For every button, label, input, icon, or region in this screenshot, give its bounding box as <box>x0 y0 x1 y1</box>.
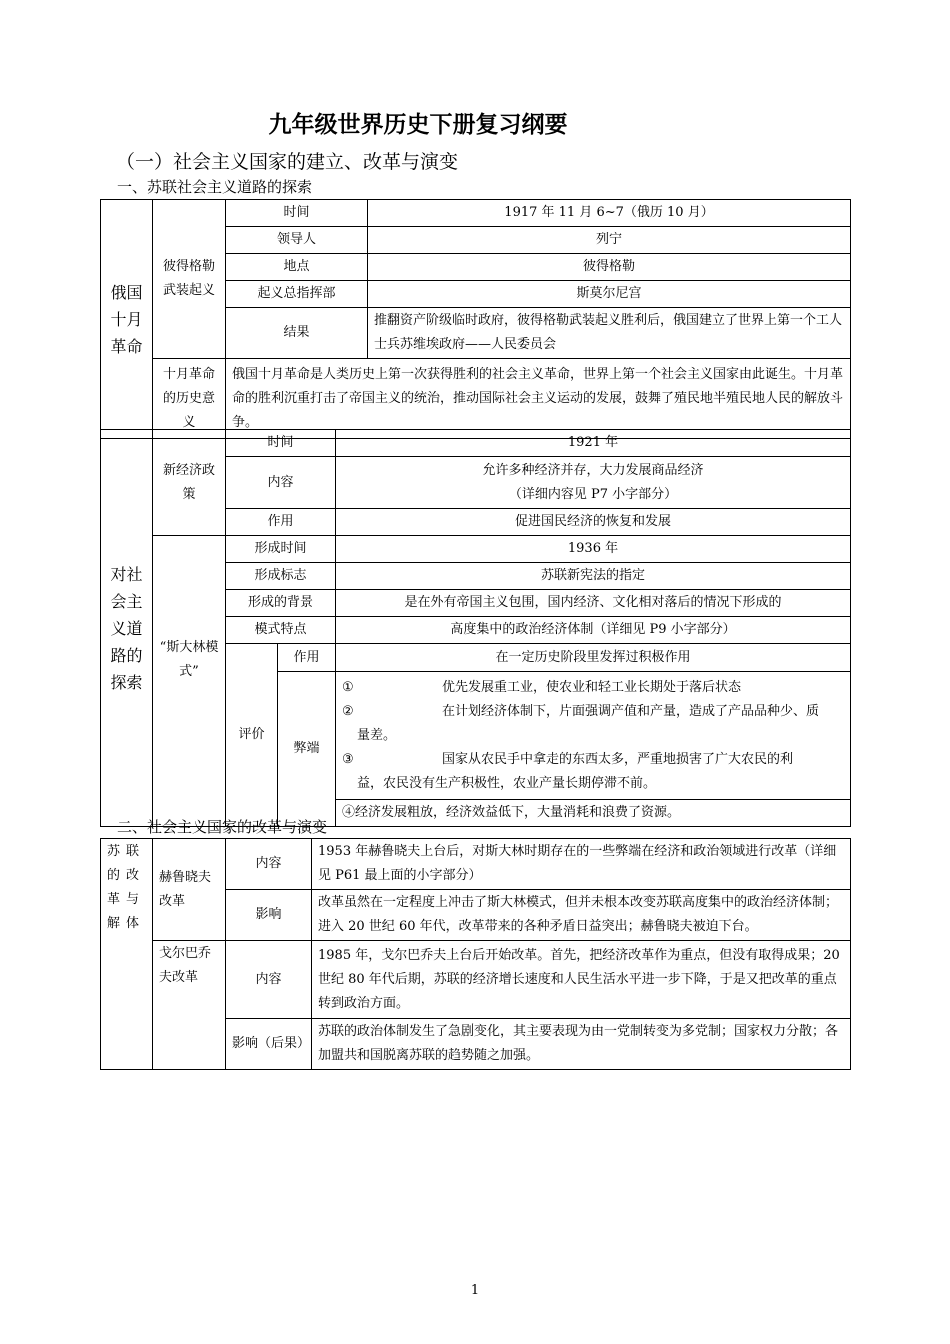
row-key: 时间 <box>226 200 368 227</box>
nep-content-line1: 允许多种经济并存，大力发展商品经济 <box>482 462 704 478</box>
stalin-model-label: “斯大林模式” <box>153 536 226 827</box>
significance-text: 俄国十月革命是人类历史上第一次获得胜利的社会主义革命，世界上第一个社会主义国家由此诞生。十月革命的胜利沉重打击了帝国主义的统治，推动国际社会主义运动的发展，鼓舞了殖民地半殖民地人民的解放斗争。 <box>226 359 851 439</box>
row-value: 苏联新宪法的指定 <box>336 563 851 590</box>
drawback-item: ② 在计划经济体制下，片面强调产值和产量，造成了产品品种少、质 <box>342 703 820 719</box>
row-key: 影响 <box>226 890 312 941</box>
evaluation-label: 评价 <box>226 644 278 827</box>
row-value: 1921 年 <box>336 430 851 457</box>
effect-text: 在一定历史阶段里发挥过积极作用 <box>336 644 851 672</box>
row-value: 是在外有帝国主义包围，国内经济、文化相对落后的情况下形成的 <box>336 590 851 617</box>
row-value: 促进国民经济的恢复和发展 <box>336 509 851 536</box>
document-title: 九年级世界历史下册复习纲要 <box>268 111 568 138</box>
row-key: 模式特点 <box>226 617 336 644</box>
khrushchev-label: 赫鲁晓夫改革 <box>153 839 226 941</box>
drawback-label: 弊端 <box>278 672 336 827</box>
nep-label: 新经济政策 <box>153 430 226 536</box>
row-key: 形成的背景 <box>226 590 336 617</box>
nep-content-line2: （详细内容见 P7 小字部分） <box>508 486 678 502</box>
drawback-list <box>336 672 851 800</box>
gorbachev-label: 戈尔巴乔夫改革 <box>153 941 226 1070</box>
row-value: 1936 年 <box>336 536 851 563</box>
row-key: 作用 <box>226 509 336 536</box>
row-key: 影响（后果） <box>226 1019 312 1070</box>
row-value: 彼得格勒 <box>368 254 851 281</box>
socialist-road-table <box>100 429 851 827</box>
page-number: 1 <box>470 1283 480 1298</box>
category-october-revolution: 俄国十月革命 <box>101 200 153 439</box>
row-value: 1985 年，戈尔巴乔夫上台后开始改革。首先，把经济改革作为重点，但没有取得成果；20 世纪 80 年代后期，苏联的经济增长速度和人民生活水平进一步下降，于是又把改革的重点转到政治方面。 <box>312 941 851 1019</box>
row-key: 内容 <box>226 457 336 509</box>
uprising-label: 彼得格勒武装起义 <box>153 200 226 359</box>
subsection-title-1: 一、苏联社会主义道路的探索 <box>117 178 313 196</box>
row-key: 内容 <box>226 941 312 1019</box>
row-value: 斯莫尔尼宫 <box>368 281 851 308</box>
subsection-title-2: 二、社会主义国家的改革与演变 <box>117 818 328 836</box>
effect-label: 作用 <box>278 644 336 672</box>
row-key: 形成标志 <box>226 563 336 590</box>
row-key: 领导人 <box>226 227 368 254</box>
category-socialist-road: 对社会主义道路的探索 <box>101 430 153 827</box>
row-key: 形成时间 <box>226 536 336 563</box>
row-key: 结果 <box>226 308 368 359</box>
category-ussr-reform: 苏联的改革与解体 <box>101 839 153 1070</box>
row-key: 时间 <box>226 430 336 457</box>
reform-table <box>100 838 851 1070</box>
row-value: 1953 年赫鲁晓夫上台后，对斯大林时期存在的一些弊端在经济和政治领域进行改革（详细见 P61 最上面的小字部分） <box>312 839 851 890</box>
row-value: 改革虽然在一定程度上冲击了斯大林模式，但并未根本改变苏联高度集中的政治经济体制；进入 20 世纪 60 年代，改革带来的各种矛盾日益突出；赫鲁晓夫被迫下台。 <box>312 890 851 941</box>
row-key: 地点 <box>226 254 368 281</box>
row-value: 1917 年 11 月 6~7（俄历 10 月） <box>368 200 851 227</box>
drawback-item-4: ④经济发展粗放，经济效益低下，大量消耗和浪费了资源。 <box>336 800 851 827</box>
row-value: 苏联的政治体制发生了急剧变化，其主要表现为由一党制转变为多党制；国家权力分散；各加盟共和国脱离苏联的趋势随之加强。 <box>312 1019 851 1070</box>
row-value: 推翻资产阶级临时政府，彼得格勒武装起义胜利后，俄国建立了世界上第一个工人士兵苏维埃政府——人民委员会 <box>368 308 851 359</box>
october-revolution-table <box>100 199 851 439</box>
row-value: 列宁 <box>368 227 851 254</box>
drawback-item-cont: 益，农民没有生产积极性，农业产量长期停滞不前。 <box>357 775 657 791</box>
row-key: 内容 <box>226 839 312 890</box>
drawback-item: ③ 国家从农民手中拿走的东西太多，严重地损害了广大农民的利 <box>342 751 794 767</box>
drawback-item-cont: 量差。 <box>357 727 397 743</box>
row-value: 高度集中的政治经济体制（详细见 P9 小字部分） <box>336 617 851 644</box>
row-key: 起义总指挥部 <box>226 281 368 308</box>
section-title: （一）社会主义国家的建立、改革与演变 <box>116 151 459 173</box>
row-value <box>336 457 851 509</box>
drawback-item: ① 优先发展重工业，使农业和轻工业长期处于落后状态 <box>342 679 742 695</box>
significance-label: 十月革命的历史意义 <box>153 359 226 439</box>
